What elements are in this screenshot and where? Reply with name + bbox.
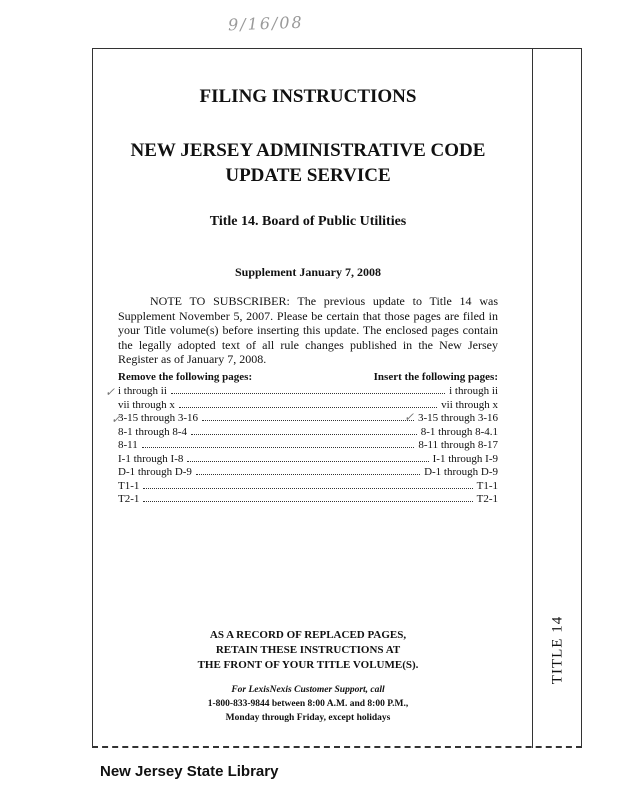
- pages-table: [118, 371, 498, 507]
- dot-leader: [187, 461, 428, 462]
- page-row: [118, 385, 498, 399]
- support-line: 1-800-833-9844 between 8:00 A.M. and 8:00 P.M.,: [207, 699, 409, 709]
- remove-pages: i through ii: [118, 385, 167, 397]
- page-row: [118, 480, 498, 494]
- remove-pages: T1-1: [118, 479, 140, 492]
- dot-leader: [143, 501, 472, 502]
- insert-pages: i through ii: [449, 385, 498, 397]
- checkmark-icon: ✓: [404, 410, 415, 424]
- page-row: [118, 466, 498, 480]
- side-tab-label: TITLE 14: [549, 615, 566, 685]
- insert-header: Insert the following pages:: [373, 371, 498, 383]
- handwritten-annotation: 9/16/08: [227, 12, 304, 35]
- remove-pages: 8-1 through 8-4: [118, 425, 188, 438]
- page-row: [118, 412, 498, 426]
- insert-pages: 8-1 through 8-4.1: [420, 425, 498, 438]
- subscriber-note: NOTE TO SUBSCRIBER: The previous update to Title 14 was Supplement November 5, 2007. Please be certain that those pages are filed in your Title volume(s) before inserting this update. The enclosed pages contain the legally adopted text of all rule changes published in the New Jersey Register as of January 7, 2008.: [118, 294, 498, 366]
- checkmark-icon: ✓: [111, 412, 122, 426]
- remove-pages: vii through x: [118, 398, 175, 411]
- subtitle-line: UPDATE SERVICE: [225, 165, 391, 186]
- record-instructions: [118, 628, 498, 673]
- page-row: [118, 453, 498, 467]
- page-row: [118, 439, 498, 453]
- dot-leader: [171, 393, 445, 394]
- title-part: Title 14. Board of Public Utilities: [209, 214, 407, 229]
- insert-pages: T2-1: [476, 493, 498, 505]
- record-line: AS A RECORD OF REPLACED PAGES,: [209, 629, 407, 641]
- remove-pages: T2-1: [118, 493, 140, 505]
- remove-pages: I-1 through I-8: [118, 452, 184, 465]
- dot-leader: [196, 474, 420, 475]
- insert-pages: 8-11 through 8-17: [418, 439, 498, 451]
- support-line: Monday through Friday, except holidays: [225, 713, 391, 723]
- pages-table-header: [118, 371, 498, 385]
- remove-header: Remove the following pages:: [118, 371, 253, 383]
- insert-pages: T1-1: [476, 479, 498, 492]
- page-row: [118, 493, 498, 507]
- insert-pages: vii through x: [441, 398, 498, 411]
- record-line: THE FRONT OF YOUR TITLE VOLUME(S).: [197, 659, 419, 671]
- dot-leader: [142, 447, 415, 448]
- document-subtitle: [118, 138, 498, 188]
- record-line: RETAIN THESE INSTRUCTIONS AT: [215, 644, 401, 656]
- remove-pages: 8-11: [118, 439, 138, 451]
- page-row: [118, 399, 498, 413]
- support-line: For LexisNexis Customer Support, call: [231, 685, 385, 695]
- insert-pages: I-1 through I-9: [432, 452, 498, 465]
- dot-leader: [179, 407, 437, 408]
- remove-pages: 3-15 through 3-16: [118, 412, 199, 424]
- remove-pages: D-1 through D-9: [118, 466, 192, 478]
- insert-pages: D-1 through D-9: [424, 466, 498, 478]
- dot-leader: [202, 420, 414, 421]
- customer-support: [118, 683, 498, 725]
- dot-leader: [143, 488, 472, 489]
- dot-leader: [191, 434, 417, 435]
- page-row: [118, 426, 498, 440]
- subtitle-line: NEW JERSEY ADMINISTRATIVE CODE: [130, 140, 486, 161]
- checkmark-icon: ✓: [105, 385, 116, 399]
- library-footer: New Jersey State Library: [100, 763, 279, 780]
- insert-pages: 3-15 through 3-16: [417, 412, 498, 424]
- document-title: FILING INSTRUCTIONS: [199, 86, 417, 107]
- supplement-date: Supplement January 7, 2008: [234, 265, 382, 279]
